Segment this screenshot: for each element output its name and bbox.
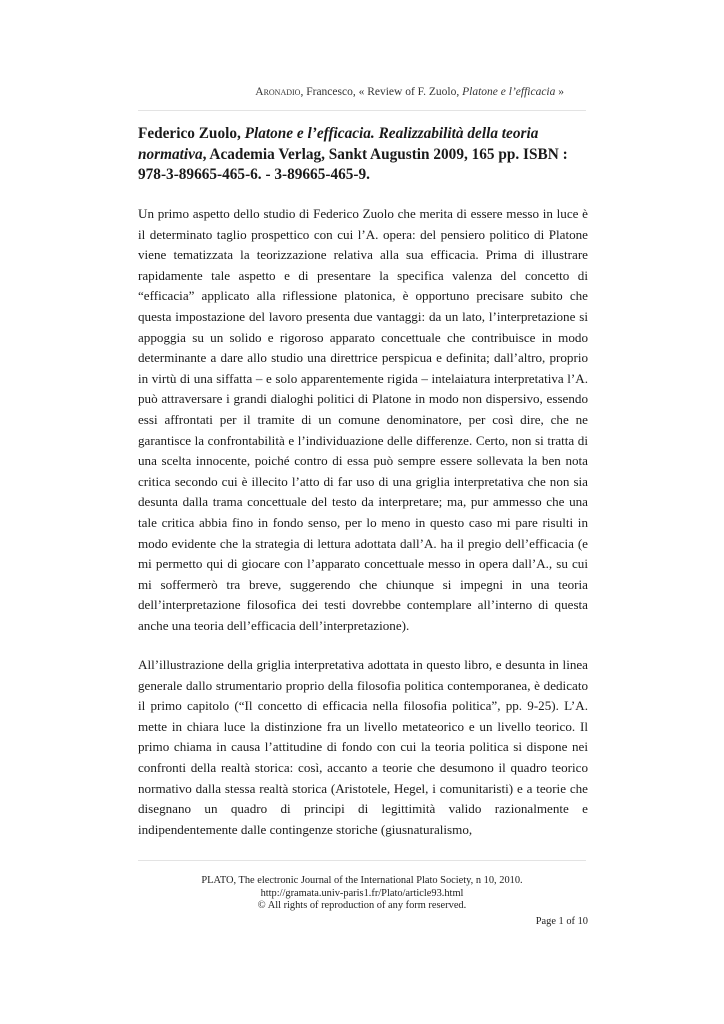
footer-divider: [138, 860, 586, 861]
title-author: Federico Zuolo,: [138, 125, 245, 142]
running-head-text: , Francesco, « Review of F. Zuolo,: [300, 86, 463, 98]
header-divider: [138, 110, 586, 111]
running-head-book-title: Platone e l’efficacia: [462, 86, 556, 98]
running-head: [0, 86, 564, 98]
title-publication-details: , Academia Verlag, Sankt Augustin 2009, 165 pp. ISBN : 978-3-89665-465-6. - 3-89665-465-9.: [138, 145, 568, 183]
body-paragraph-1: Un primo aspetto dello studio di Federico Zuolo che merita di essere messo in luce è il determinato taglio prospettico con cui l’A. opera: del pensiero politico di Platone viene tematizzata la teorizzazione relativa alla sua efficacia. Prima di illustrare rapidamente tale aspetto e di presentare la specifica valenza del concetto di “efficacia” applicato alla riflessione platonica, è opportuno precisare subito che questa impostazione del lavoro presenta due vantaggi: da un lato, l’interpretazione si appoggia su un solido e rigoroso apparato concettuale che contribuisce in modo determinante a dare allo studio una direttrice perspicua e definita; dall’altro, proprio in virtù di una siffatta – e solo apparentemente rigida – intelaiatura interpretativa l’A. può attraversare i grandi dialoghi politici di Platone in modo non dispersivo, essendo essi affrontati per il tramite di un comune denominatore, per così dire, che ne garantisce la confrontabilità e l’individuazione delle differenze. Certo, non si tratta di una scelta innocente, poiché contro di essa può sempre essere sollevata la ben nota critica secondo cui è illecito l’atto di far uso di una griglia interpretativa che non sia desunta dalla trama concettuale del testo da interpretare; ma, pur ammesso che una tale critica abbia fino in fondo senso, per lo meno in questo caso mi pare risulti in modo evidente che la strategia di lettura adottata dall’A. ha il pregio dell’efficacia (e mi permetto qui di giocare con l’apparato concettuale messo in opera dall’A., su cui mi soffermerò tra breve, suggerendo che chiunque si impegni in una teoria dell’interpretazione filosofica dei testi dovrebbe contemplare all’interno di questa anche una teoria dell’efficacia dell’interpretazione).: [138, 206, 588, 633]
page-footer: [0, 875, 724, 913]
running-head-end: »: [555, 86, 564, 98]
review-title: [138, 124, 588, 186]
footer-url: http://gramata.univ-paris1.fr/Plato/article93.html: [260, 887, 464, 899]
footer-rights: © All rights of reproduction of any form reserved.: [257, 900, 467, 912]
body-paragraph-2: All’illustrazione della griglia interpretativa adottata in questo libro, e desunta in linea generale dallo strumentario proprio della filosofia politica contemporanea, è dedicato il primo capitolo (“Il concetto di efficacia nella filosofia politica”, pp. 9-25). L’A. mette in chiara luce la distinzione fra un livello metateorico e un livello teorico. Il primo chiama in causa l’attitudine di fondo con cui la teoria politica si dispone nei confronti della realtà storica: così, accanto a teorie che desumono il quadro teorico normativo dalla stessa realtà storica (Aristotele, Hegel, i comunitaristi) e a teorie che disegnano un quadro di principi di legittimità valido razionalmente e indipendentemente dalle contingenze storiche (giusnaturalismo,: [138, 657, 588, 837]
page-number: Page 1 of 10: [535, 916, 588, 927]
running-head-author: Aronadio: [255, 86, 301, 98]
title-book-title: Platone e l’efficacia. Realizzabilità della teoria normativa: [138, 125, 539, 163]
footer-journal: PLATO, The electronic Journal of the International Plato Society, n 10, 2010.: [201, 875, 523, 886]
